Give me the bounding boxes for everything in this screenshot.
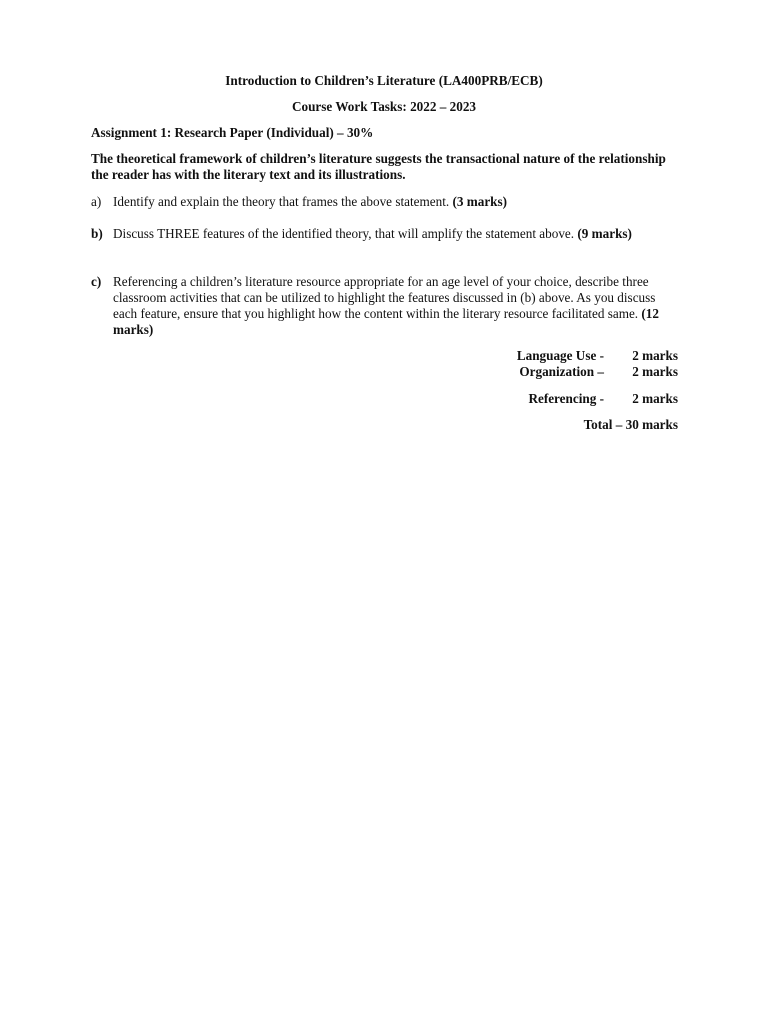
total-marks: Total – 30 marks [583, 417, 678, 432]
question-b [91, 226, 681, 242]
question-points: (9 marks) [577, 226, 632, 241]
question-points: (12 marks) [113, 306, 659, 337]
question-body [113, 274, 681, 338]
document-subtitle: Course Work Tasks: 2022 – 2023 [291, 99, 477, 114]
question-marker: c) [91, 274, 102, 289]
framework-statement: The theoretical framework of children’s literature suggests the transactional nature of the relationship the reader has with the literary text and its illustrations. [91, 151, 666, 182]
rubric-value: 2 marks [632, 391, 678, 406]
question-body [113, 226, 681, 242]
question-c [91, 274, 681, 338]
question-text: Discuss THREE features of the identified theory, that will amplify the statement above. [113, 226, 578, 241]
question-a [91, 194, 681, 210]
question-text: Referencing a children’s literature resource appropriate for an age level of your choice, describe three classroom activities that can be utilized to highlight the features discussed in (b) above. As you discuss each feature, ensure that you highlight how the content within the literary resource facilitated same. [113, 274, 656, 321]
rubric-label: Organization – [519, 364, 604, 379]
question-marker: a) [91, 194, 102, 209]
rubric-label: Referencing - [528, 391, 604, 406]
question-body [113, 194, 681, 210]
question-marker: b) [91, 226, 103, 241]
rubric-label: Language Use - [516, 348, 604, 363]
assignment-heading: Assignment 1: Research Paper (Individual) – 30% [91, 125, 374, 140]
rubric-value: 2 marks [632, 348, 678, 363]
question-points: (3 marks) [452, 194, 508, 209]
rubric-value: 2 marks [632, 364, 678, 379]
document-title: Introduction to Children’s Literature (LA400PRB/ECB) [225, 73, 543, 88]
question-text: Identify and explain the theory that frames the above statement. [113, 194, 453, 209]
